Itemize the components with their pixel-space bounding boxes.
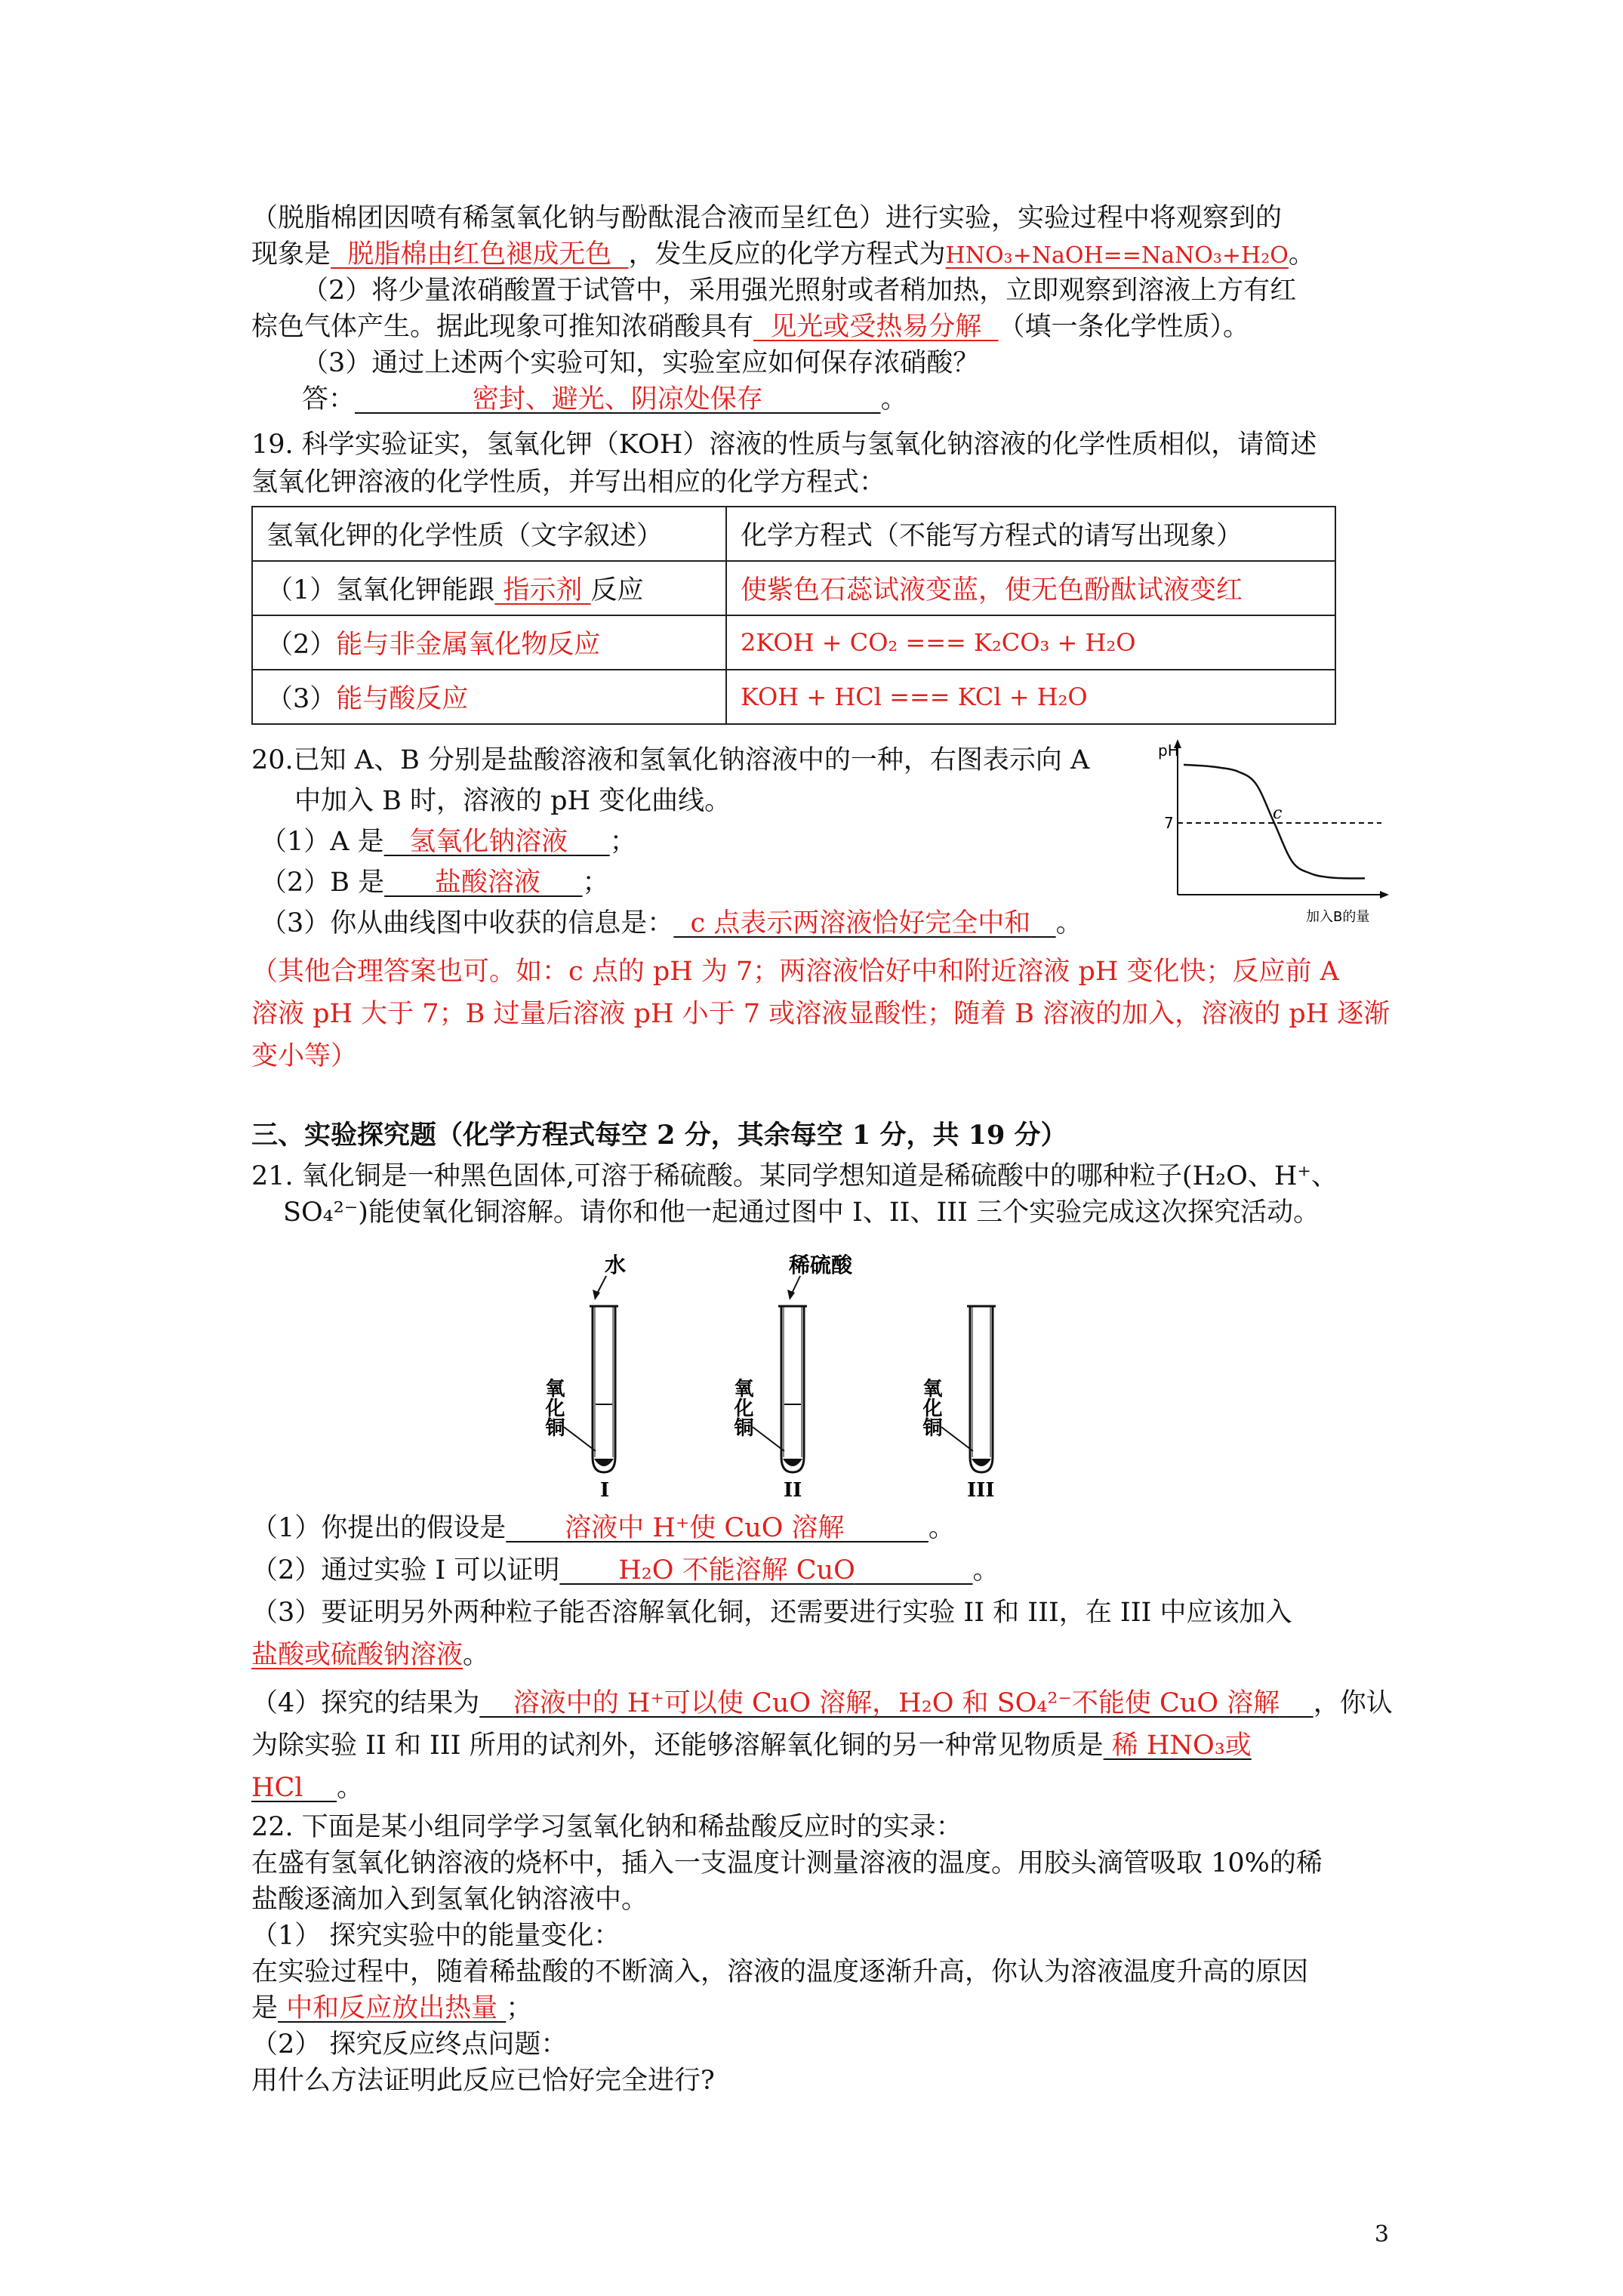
answer-a: 氢氧化钠溶液 [409,827,568,857]
q18-p3-end: 。 [880,384,907,415]
q21-p4 [251,1685,1393,1721]
tube1-top-label: 水 [605,1253,627,1277]
table-header-row [252,507,1335,561]
page-number: 3 [1374,2221,1389,2248]
q20-p2-end: ； [582,868,609,898]
blank-pad [540,868,583,898]
q21-p3-line2 [251,1637,489,1673]
q18-line2-c: 。 [1288,239,1315,270]
q21-p4-end: ，你认 [1313,1688,1393,1718]
q18-line2-a: 现象是 [251,239,331,270]
q20-p3-label: （3）你从曲线图中收获的信息是： [260,908,674,938]
q20-p1-label: （1）A 是 [260,827,384,857]
q20-p3 [260,905,1083,942]
table-cell: KOH + HCl === KCl + H₂O [726,670,1335,724]
q21-p2 [251,1552,999,1589]
q22-p1-line1: 在实验过程中，随着稀盐酸的不断滴入，溶液的温度逐渐升高，你认为溶液温度升高的原因 [251,1957,1309,1987]
q21-p1-label: （1）你提出的假设是 [251,1513,507,1543]
answer-storage: 密封、避光、阴凉处保存 [472,384,763,415]
row1-answer: 指示剂 [494,575,591,606]
answer-other-acid-cont: HCl [251,1773,303,1803]
answer-exp3-reagent: 盐酸或硫酸钠溶液 [251,1640,463,1670]
q18-p2-line2 [251,309,1249,345]
chart-point-c: c [1273,804,1283,823]
row1-text-a: （1）氢氧化钾能跟 [266,575,495,606]
answer-hypothesis: 溶液中 H⁺使 CuO 溶解 [565,1513,845,1543]
row2-label: （2） [266,630,337,660]
answer-info: c 点表示两溶液恰好完全中和 [690,908,1031,938]
q22-line3: 盐酸逐滴加入到氢氧化钠溶液中。 [251,1885,648,1915]
answer-blank-pad [763,384,881,415]
q21-line1: 21. 氧化铜是一种黑色固体,可溶于稀硫酸。某同学想知道是稀硫酸中的哪种粒子(H₂O、H⁺、 [251,1161,1338,1191]
tube-2 [731,1253,853,1502]
answer-equation: HNO₃+NaOH==NaNO₃+H₂O [945,242,1289,269]
answer-b: 盐酸溶液 [434,868,540,898]
table-cell: 使紫色石蕊试液变蓝，使无色酚酞试液变红 [726,561,1335,615]
answer-blank-pad [355,384,473,415]
blank-pad [1280,1688,1313,1718]
row3-answer: 能与酸反应 [336,684,469,714]
tube1-number: I [600,1479,610,1502]
q18-p2-line2-a: 棕色气体产生。据此现象可推知浓硝酸具有 [251,312,754,342]
q22-line1: 22. 下面是某小组同学学习氢氧化钠和稀盐酸反应时的实录： [251,1812,962,1842]
q20-p2 [260,864,609,901]
q22-p1-line2-a: 是 [251,1993,279,2023]
q21-p2-end: 。 [972,1555,999,1586]
q21-p4-line3 [251,1770,363,1806]
q22-p2-title: （2） 探究反应终点问题： [251,2029,568,2060]
tube1-side-label: 氧化铜 [542,1378,565,1437]
row2-answer: 能与非金属氧化物反应 [336,630,601,660]
answer-result: 溶液中的 H⁺可以使 CuO 溶解，H₂O 和 SO₄²⁻不能使 CuO 溶解 [513,1688,1280,1718]
blank-pad [506,1513,565,1543]
tube3-number: III [967,1479,995,1502]
table-header-cell: 化学方程式（不能写方程式的请写出现象） [726,507,1335,561]
blank-pad [384,868,435,898]
q20-line2: 中加入 B 时，溶液的 pH 变化曲线。 [294,786,731,816]
test-tubes-figure [540,1253,1053,1502]
tube2-top-label: 稀硫酸 [789,1253,853,1277]
q21-p3-end: 。 [463,1640,490,1670]
table-cell: 2KOH + CO₂ === K₂CO₃ + H₂O [726,615,1335,670]
table-header-cell: 氢氧化钾的化学性质（文字叙述） [252,507,726,561]
q18-line2 [251,236,1315,274]
blank-pad [673,908,690,938]
q18-line1: （脱脂棉团因喷有稀氢氧化钠与酚酞混合液而呈红色）进行实验，实验过程中将观察到的 [251,203,1283,233]
blank-pad [479,1688,513,1718]
q20-p3-end: 。 [1055,908,1083,938]
q20-p2-label: （2）B 是 [260,868,385,898]
section3-title: 三、实验探究题（化学方程式每空 2 分，其余每空 1 分，共 19 分） [251,1120,1067,1151]
chart-seven-label: 7 [1164,814,1174,832]
q18-p2-line2-b: （填一条化学性质）。 [998,312,1250,342]
q20-note3: 变小等） [251,1041,358,1071]
blank-pad [568,827,610,857]
answer-other-acid: 稀 HNO₃或 [1103,1730,1252,1761]
tube3-side-label: 氧化铜 [919,1378,942,1437]
answer-property: 见光或受热易分解 [753,312,999,342]
table-cell [252,670,726,724]
tube2-number: II [784,1479,802,1502]
chart-y-label: pH [1158,741,1179,760]
q20-p1-end: ； [609,827,636,857]
blank-pad [845,1513,929,1543]
row1-text-b: 反应 [590,575,644,606]
q22-line2: 在盛有氢氧化钠溶液的烧杯中，插入一支温度计测量溶液的温度。用胶头滴管吸取 10%的稀 [251,1848,1323,1878]
q21-line2: SO₄²⁻)能使氧化铜溶解。请你和他一起通过图中 I、II、III 三个实验完成这次探究活动。 [283,1197,1320,1228]
ph-curve-chart [1155,736,1404,932]
q21-p4-line2 [251,1727,1252,1764]
q22-p2-line1: 用什么方法证明此反应已恰好完全进行? [251,2066,715,2096]
q20-line1: 20.已知 A、B 分别是盐酸溶液和氢氧化钠溶液中的一种，右图表示向 A [251,745,1090,775]
blank-pad [559,1555,618,1586]
answer-phenomenon: 脱脂棉由红色褪成无色 [331,239,629,270]
q20-note2: 溶液 pH 大于 7；B 过量后溶液 pH 小于 7 或溶液显酸性；随着 B 溶液的加入，溶液的 pH 逐渐 [251,999,1390,1029]
q20-p1 [260,824,636,860]
tube2-side-label: 氧化铜 [731,1378,753,1437]
chart-x-label: 加入B的量 [1306,909,1370,925]
blank-pad [384,827,409,857]
q22-p1-title: （1） 探究实验中的能量变化： [251,1921,621,1951]
q21-p4-label: （4）探究的结果为 [251,1688,480,1718]
q22-p1-line2 [251,1990,532,2026]
q21-p3-line1: （3）要证明另外两种粒子能否溶解氧化铜，还需要进行实验 II 和 III，在 III 中应该加入 [251,1598,1292,1628]
q19-line1: 19. 科学实验证实，氢氧化钾（KOH）溶液的性质与氢氧化钠溶液的化学性质相似，请简述 [251,430,1317,460]
q20-note1: （其他合理答案也可。如：c 点的 pH 为 7；两溶液恰好中和附近溶液 pH 变化快；反应前 A [251,957,1339,987]
blank-pad [303,1773,337,1803]
row3-label: （3） [266,684,337,714]
koh-properties-table [251,506,1336,725]
q18-p3-line1: （3）通过上述两个实验可知，实验室应如何保存浓硝酸？ [302,348,980,378]
q21-p2-label: （2）通过实验 I 可以证明 [251,1555,560,1586]
answer-heat: 中和反应放出热量 [278,1993,507,2023]
q18-p3-answer [302,381,907,418]
q21-p1-end: 。 [928,1513,955,1543]
q21-p1 [251,1510,955,1546]
tube-1 [542,1253,626,1502]
table-row [252,615,1335,670]
q18-p3-label: 答： [302,384,356,415]
q22-p1-end: ； [506,1993,533,2023]
table-cell [252,615,726,670]
q21-p4-line2-text: 为除实验 II 和 III 所用的试剂外，还能够溶解氧化铜的另一种常见物质是 [251,1730,1104,1761]
q19-line2: 氢氧化钾溶液的化学性质，并写出相应的化学方程式： [251,467,886,498]
table-row [252,670,1335,724]
answer-exp1: H₂O 不能溶解 CuO [618,1555,855,1586]
q18-line2-b: ，发生反应的化学方程式为 [628,239,946,270]
tube-3 [919,1306,996,1502]
q18-p2-line1: （2）将少量浓硝酸置于试管中，采用强光照射或者稍加热，立即观察到溶液上方有红 [302,276,1297,306]
blank-pad [855,1555,973,1586]
q21-p4-end2: 。 [337,1773,364,1803]
table-cell [252,561,726,615]
blank-pad [1030,908,1055,938]
x-axis-arrow [1380,891,1389,898]
table-row [252,561,1335,615]
